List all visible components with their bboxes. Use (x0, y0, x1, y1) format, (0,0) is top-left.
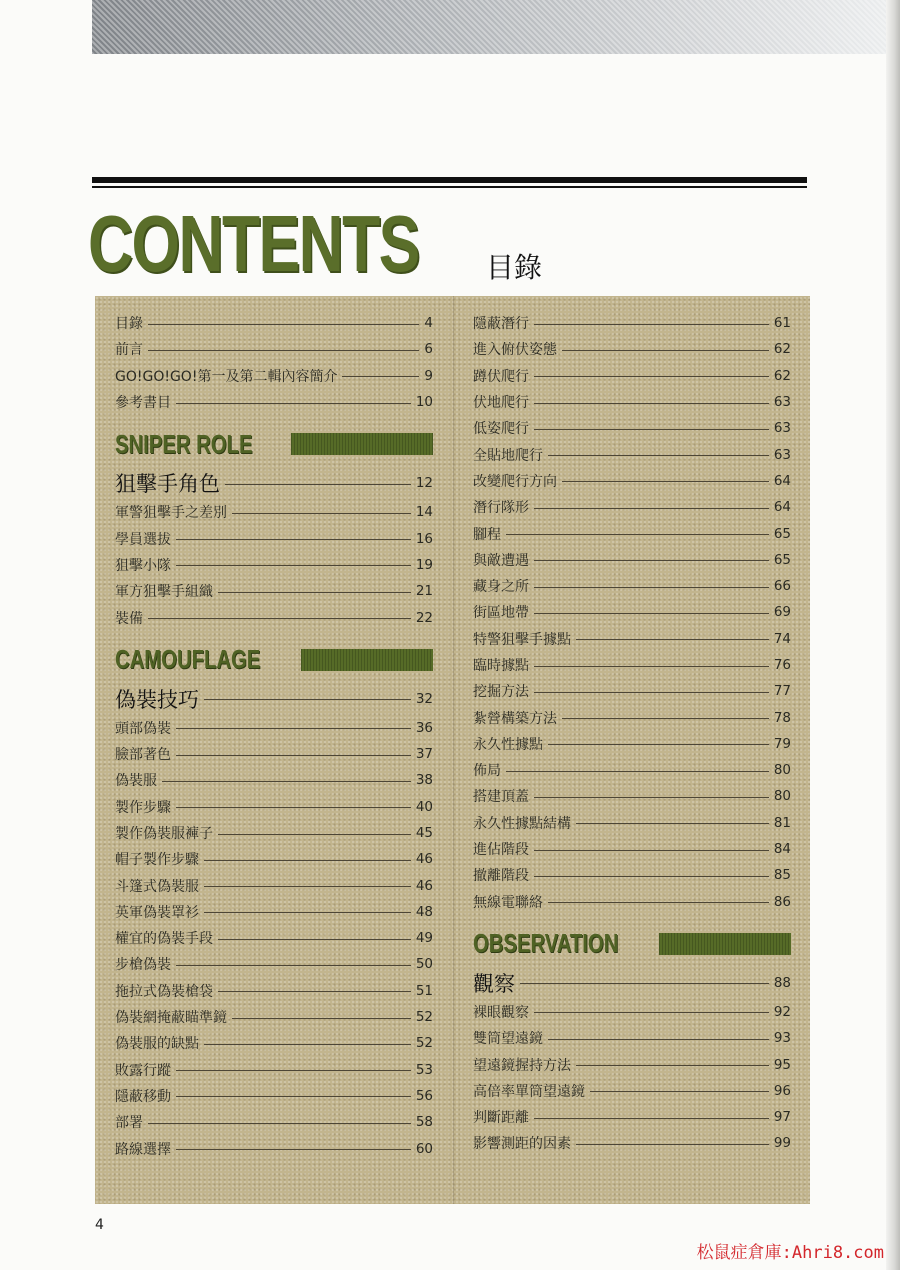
entry-label: 永久性據點 (473, 736, 543, 753)
dotted-leader (534, 666, 769, 667)
entry-label: 敗露行蹤 (115, 1062, 171, 1079)
entry-label: 低姿爬行 (473, 421, 529, 438)
toc-entry[interactable] (473, 494, 791, 520)
entry-label: 特警狙擊手據點 (473, 631, 571, 648)
dotted-leader (534, 613, 769, 614)
dotted-leader (548, 455, 769, 456)
dotted-leader (176, 728, 411, 729)
dotted-leader (218, 991, 411, 992)
toc-entry[interactable] (473, 862, 791, 888)
dotted-leader (148, 350, 419, 351)
entry-page: 52 (415, 1035, 433, 1052)
toc-entry[interactable] (473, 731, 791, 757)
dotted-leader (576, 1144, 769, 1145)
entry-page: 97 (773, 1109, 791, 1126)
entry-label: 製作步驟 (115, 799, 171, 816)
dotted-leader (232, 1018, 411, 1019)
entry-page: 4 (424, 315, 433, 332)
toc-entry[interactable] (473, 678, 791, 704)
toc-entry[interactable] (473, 1078, 791, 1104)
entry-label: 步槍偽裝 (115, 957, 171, 974)
entry-page: 78 (773, 709, 791, 726)
entry-page: 64 (773, 472, 791, 489)
entry-label: 製作偽裝服褲子 (115, 826, 213, 842)
toc-entry[interactable] (473, 336, 791, 362)
dotted-leader (548, 744, 769, 745)
entry-page: 99 (773, 1135, 791, 1152)
dotted-leader (534, 692, 769, 693)
page-title: CONTENTS (88, 199, 419, 288)
entry-label: 永久性據點結構 (473, 815, 571, 832)
entry-page: 80 (773, 762, 791, 779)
entry-label: 拖拉式偽裝槍袋 (115, 983, 213, 1000)
dotted-leader (506, 771, 769, 772)
dotted-leader (176, 539, 411, 540)
dotted-leader (534, 560, 769, 561)
dotted-leader (148, 1123, 411, 1124)
dotted-leader (548, 1039, 769, 1040)
dotted-leader (534, 1012, 769, 1013)
toc-entry[interactable] (473, 1025, 791, 1051)
entry-page: 19 (415, 556, 433, 573)
toc-entry[interactable] (115, 978, 433, 1004)
page-subtitle: 目錄 (486, 251, 543, 284)
entry-page: 51 (415, 982, 433, 999)
entry-page: 52 (415, 1009, 433, 1026)
header-rule-thick (92, 177, 807, 183)
dotted-leader (148, 324, 419, 325)
dotted-leader (534, 1118, 769, 1119)
toc-entry[interactable] (473, 415, 791, 441)
toc-entry[interactable] (473, 889, 791, 915)
toc-entry[interactable] (115, 951, 433, 977)
entry-label: 判斷距離 (473, 1110, 529, 1127)
entry-page: 88 (773, 974, 791, 991)
toc-chapter-entry[interactable] (115, 683, 433, 715)
dotted-leader (176, 565, 411, 566)
toc-entry[interactable] (115, 794, 433, 820)
entry-page: 14 (415, 504, 433, 521)
toc-entry[interactable] (473, 468, 791, 494)
entry-label: 與敵遭遇 (473, 552, 529, 569)
entry-page: 65 (773, 525, 791, 542)
entry-label: 路線選擇 (115, 1141, 171, 1158)
entry-page: 49 (415, 930, 433, 947)
dotted-leader (534, 376, 769, 377)
toc-entry[interactable] (473, 810, 791, 836)
dotted-leader (562, 350, 769, 351)
dotted-leader (506, 534, 769, 535)
section-title: OBSERVATION (473, 928, 619, 959)
entry-label: 頭部偽裝 (115, 720, 171, 737)
toc-entry[interactable] (473, 1104, 791, 1130)
toc-entry[interactable] (115, 499, 433, 525)
dotted-leader (162, 781, 411, 782)
entry-page: 80 (773, 788, 791, 805)
toc-entry[interactable] (115, 1004, 433, 1030)
dotted-leader (534, 324, 769, 325)
dotted-leader (576, 823, 769, 824)
toc-entry[interactable] (115, 1135, 433, 1161)
entry-page: 95 (773, 1056, 791, 1073)
entry-page: 58 (415, 1114, 433, 1131)
toc-entry[interactable] (473, 783, 791, 809)
dotted-leader (232, 513, 411, 514)
entry-page: 63 (773, 446, 791, 463)
dotted-leader (562, 481, 769, 482)
entry-page: 81 (773, 814, 791, 831)
entry-page: 77 (773, 683, 791, 700)
dotted-leader (176, 1096, 411, 1097)
entry-label: 腳程 (473, 526, 501, 543)
dotted-leader (534, 850, 769, 851)
toc-entry[interactable] (473, 520, 791, 546)
entry-page: 63 (773, 420, 791, 437)
entry-label: 隱蔽潛行 (473, 316, 529, 333)
dotted-leader (218, 592, 411, 593)
entry-page: 9 (424, 367, 433, 384)
entry-page: 61 (773, 315, 791, 332)
section-bar (291, 433, 433, 455)
section-title: SNIPER ROLE (115, 428, 253, 459)
entry-label: 伏地爬行 (473, 395, 529, 412)
entry-label: 偽裝網掩蔽瞄準鏡 (115, 1010, 227, 1027)
entry-label: 雙筒望遠鏡 (473, 1031, 543, 1048)
entry-label: 偽裝服的缺點 (115, 1036, 199, 1053)
toc-entry[interactable] (473, 999, 791, 1025)
column-divider (453, 296, 454, 1204)
toc-entry[interactable] (115, 525, 433, 551)
entry-label: 裸眼觀察 (473, 1004, 529, 1021)
entry-page: 86 (773, 893, 791, 910)
entry-label: 臉部著色 (115, 747, 171, 764)
toc-entry[interactable] (115, 604, 433, 630)
entry-page: 46 (415, 877, 433, 894)
entry-page: 53 (415, 1061, 433, 1078)
toc-entry[interactable] (115, 363, 433, 389)
entry-page: 36 (415, 719, 433, 736)
entry-label: 無線電聯絡 (473, 894, 543, 911)
toc-entry[interactable] (473, 626, 791, 652)
entry-page: 10 (415, 394, 433, 411)
section-header-camouflage (115, 643, 433, 677)
dotted-leader (534, 508, 769, 509)
entry-page: 50 (415, 956, 433, 973)
toc-entry[interactable] (115, 715, 433, 741)
entry-page: 32 (415, 690, 433, 707)
entry-page: 66 (773, 578, 791, 595)
entry-label: 偽裝服 (115, 773, 157, 790)
toc-entry[interactable] (473, 573, 791, 599)
entry-label: 紮營構築方法 (473, 710, 557, 727)
toc-entry[interactable] (115, 1057, 433, 1083)
entry-label: 挖掘方法 (473, 684, 529, 701)
watermark-text: 松鼠症倉庫:Ahri8.com (696, 1243, 884, 1263)
entry-page: 69 (773, 604, 791, 621)
entry-label: 學員選拔 (115, 531, 171, 548)
toc-entry[interactable] (115, 310, 433, 336)
entry-page: 64 (773, 499, 791, 516)
page-edge-shadow (886, 0, 900, 1270)
dotted-leader (576, 639, 769, 640)
dotted-leader (176, 807, 411, 808)
page-number: 4 (95, 1217, 104, 1233)
toc-entry[interactable] (473, 441, 791, 467)
entry-page: 93 (773, 1030, 791, 1047)
entry-page: 79 (773, 735, 791, 752)
dotted-leader (342, 376, 419, 377)
left-column (115, 310, 433, 1162)
entry-label: 望遠鏡握持方法 (473, 1057, 571, 1074)
dotted-leader (204, 860, 411, 861)
entry-page: 62 (773, 367, 791, 384)
entry-label: 街區地帶 (473, 605, 529, 622)
entry-label: 佈局 (473, 763, 501, 780)
toc-entry[interactable] (473, 547, 791, 573)
dotted-leader (148, 618, 411, 619)
dotted-leader (562, 718, 769, 719)
entry-label: 權宜的偽裝手段 (115, 931, 213, 948)
entry-page: 84 (773, 841, 791, 858)
dotted-leader (590, 1091, 769, 1092)
entry-page: 62 (773, 341, 791, 358)
toc-chapter-entry[interactable] (473, 967, 791, 999)
entry-label: 全貼地爬行 (473, 447, 543, 464)
entry-page: 37 (415, 746, 433, 763)
entry-label: 帽子製作步驟 (115, 852, 199, 869)
entry-label: 蹲伏爬行 (473, 368, 529, 385)
toc-entry[interactable] (115, 767, 433, 793)
entry-label: 臨時據點 (473, 658, 529, 674)
entry-label: 目錄 (115, 316, 143, 333)
entry-page: 56 (415, 1087, 433, 1104)
dotted-leader (520, 983, 769, 984)
entry-label: 隱蔽移動 (115, 1088, 171, 1105)
entry-label: 藏身之所 (473, 579, 529, 596)
entry-label: 高倍率單筒望遠鏡 (473, 1083, 585, 1100)
toc-entry[interactable] (115, 1083, 433, 1109)
dotted-leader (534, 429, 769, 430)
entry-page: 38 (415, 772, 433, 789)
dotted-leader (534, 403, 769, 404)
entry-label: 撤離階段 (473, 868, 529, 885)
chapter-label: 狙擊手角色 (115, 472, 220, 497)
entry-label: GO!GO!GO!第一及第二輯內容簡介 (115, 368, 338, 385)
section-bar (659, 933, 791, 955)
dotted-leader (204, 912, 411, 913)
entry-page: 74 (773, 630, 791, 647)
toc-entry[interactable] (115, 820, 433, 846)
section-title: CAMOUFLAGE (115, 644, 261, 675)
entry-label: 軍警狙擊手之差別 (115, 505, 227, 522)
toc-entry[interactable] (115, 1030, 433, 1056)
dotted-leader (218, 834, 411, 835)
section-header-observation (473, 927, 791, 961)
toc-entry[interactable] (115, 389, 433, 415)
entry-label: 參考書目 (115, 395, 171, 412)
header-gray-strip (92, 0, 900, 54)
chapter-label: 偽裝技巧 (115, 687, 199, 712)
entry-page: 96 (773, 1082, 791, 1099)
entry-label: 前言 (115, 342, 143, 359)
dotted-leader (176, 403, 411, 404)
entry-page: 63 (773, 394, 791, 411)
entry-label: 進佔階段 (473, 842, 529, 859)
entry-label: 改變爬行方向 (473, 473, 557, 490)
dotted-leader (176, 1149, 411, 1150)
entry-page: 85 (773, 867, 791, 884)
toc-entry[interactable] (115, 552, 433, 578)
toc-entry[interactable] (473, 310, 791, 336)
toc-entry[interactable] (473, 704, 791, 730)
entry-label: 斗篷式偽裝服 (115, 878, 199, 895)
dotted-leader (548, 902, 769, 903)
entry-page: 12 (415, 475, 433, 492)
toc-chapter-entry[interactable] (115, 467, 433, 499)
toc-entry[interactable] (115, 899, 433, 925)
entry-label: 裝備 (115, 610, 143, 627)
toc-entry[interactable] (115, 336, 433, 362)
toc-entry[interactable] (473, 836, 791, 862)
dotted-leader (218, 939, 411, 940)
toc-entry[interactable] (115, 741, 433, 767)
entry-page: 16 (415, 530, 433, 547)
entry-page: 48 (415, 903, 433, 920)
toc-entry[interactable] (115, 846, 433, 872)
entry-page: 60 (415, 1140, 433, 1157)
entry-label: 進入俯伏姿態 (473, 342, 557, 359)
section-header-sniper-role (115, 427, 433, 461)
toc-entry[interactable] (473, 389, 791, 415)
entry-page: 76 (773, 657, 791, 673)
entry-label: 潛行隊形 (473, 500, 529, 517)
toc-entry[interactable] (473, 757, 791, 783)
toc-entry[interactable] (115, 1109, 433, 1135)
dotted-leader (204, 886, 411, 887)
entry-page: 46 (415, 851, 433, 868)
toc-entry[interactable] (473, 1130, 791, 1156)
entry-page: 21 (415, 583, 433, 600)
dotted-leader (225, 484, 411, 485)
dotted-leader (534, 797, 769, 798)
entry-label: 部署 (115, 1115, 143, 1132)
entry-page: 92 (773, 1003, 791, 1020)
entry-page: 6 (424, 341, 433, 358)
entry-page: 45 (415, 825, 433, 841)
dotted-leader (534, 587, 769, 588)
dotted-leader (176, 755, 411, 756)
dotted-leader (576, 1065, 769, 1066)
dotted-leader (204, 699, 411, 700)
toc-entry[interactable] (115, 578, 433, 604)
right-column (473, 310, 791, 1157)
dotted-leader (204, 1044, 411, 1045)
dotted-leader (176, 965, 411, 966)
toc-entry[interactable] (473, 599, 791, 625)
entry-label: 影響測距的因素 (473, 1136, 571, 1153)
entry-page: 40 (415, 798, 433, 815)
toc-entry[interactable] (473, 1051, 791, 1077)
entry-page: 65 (773, 551, 791, 568)
entry-label: 英軍偽裝罩衫 (115, 904, 199, 921)
toc-entry[interactable] (115, 925, 433, 951)
toc-entry[interactable] (473, 652, 791, 678)
dotted-leader (534, 876, 769, 877)
header-rule-thin (92, 186, 807, 188)
entry-page: 22 (415, 609, 433, 626)
chapter-label: 觀察 (473, 971, 515, 996)
section-bar (301, 649, 433, 671)
toc-entry[interactable] (473, 363, 791, 389)
dotted-leader (176, 1070, 411, 1071)
entry-label: 搭建頂蓋 (473, 789, 529, 806)
entry-label: 狙擊小隊 (115, 557, 171, 574)
entry-label: 軍方狙擊手組織 (115, 584, 213, 601)
toc-entry[interactable] (115, 872, 433, 898)
